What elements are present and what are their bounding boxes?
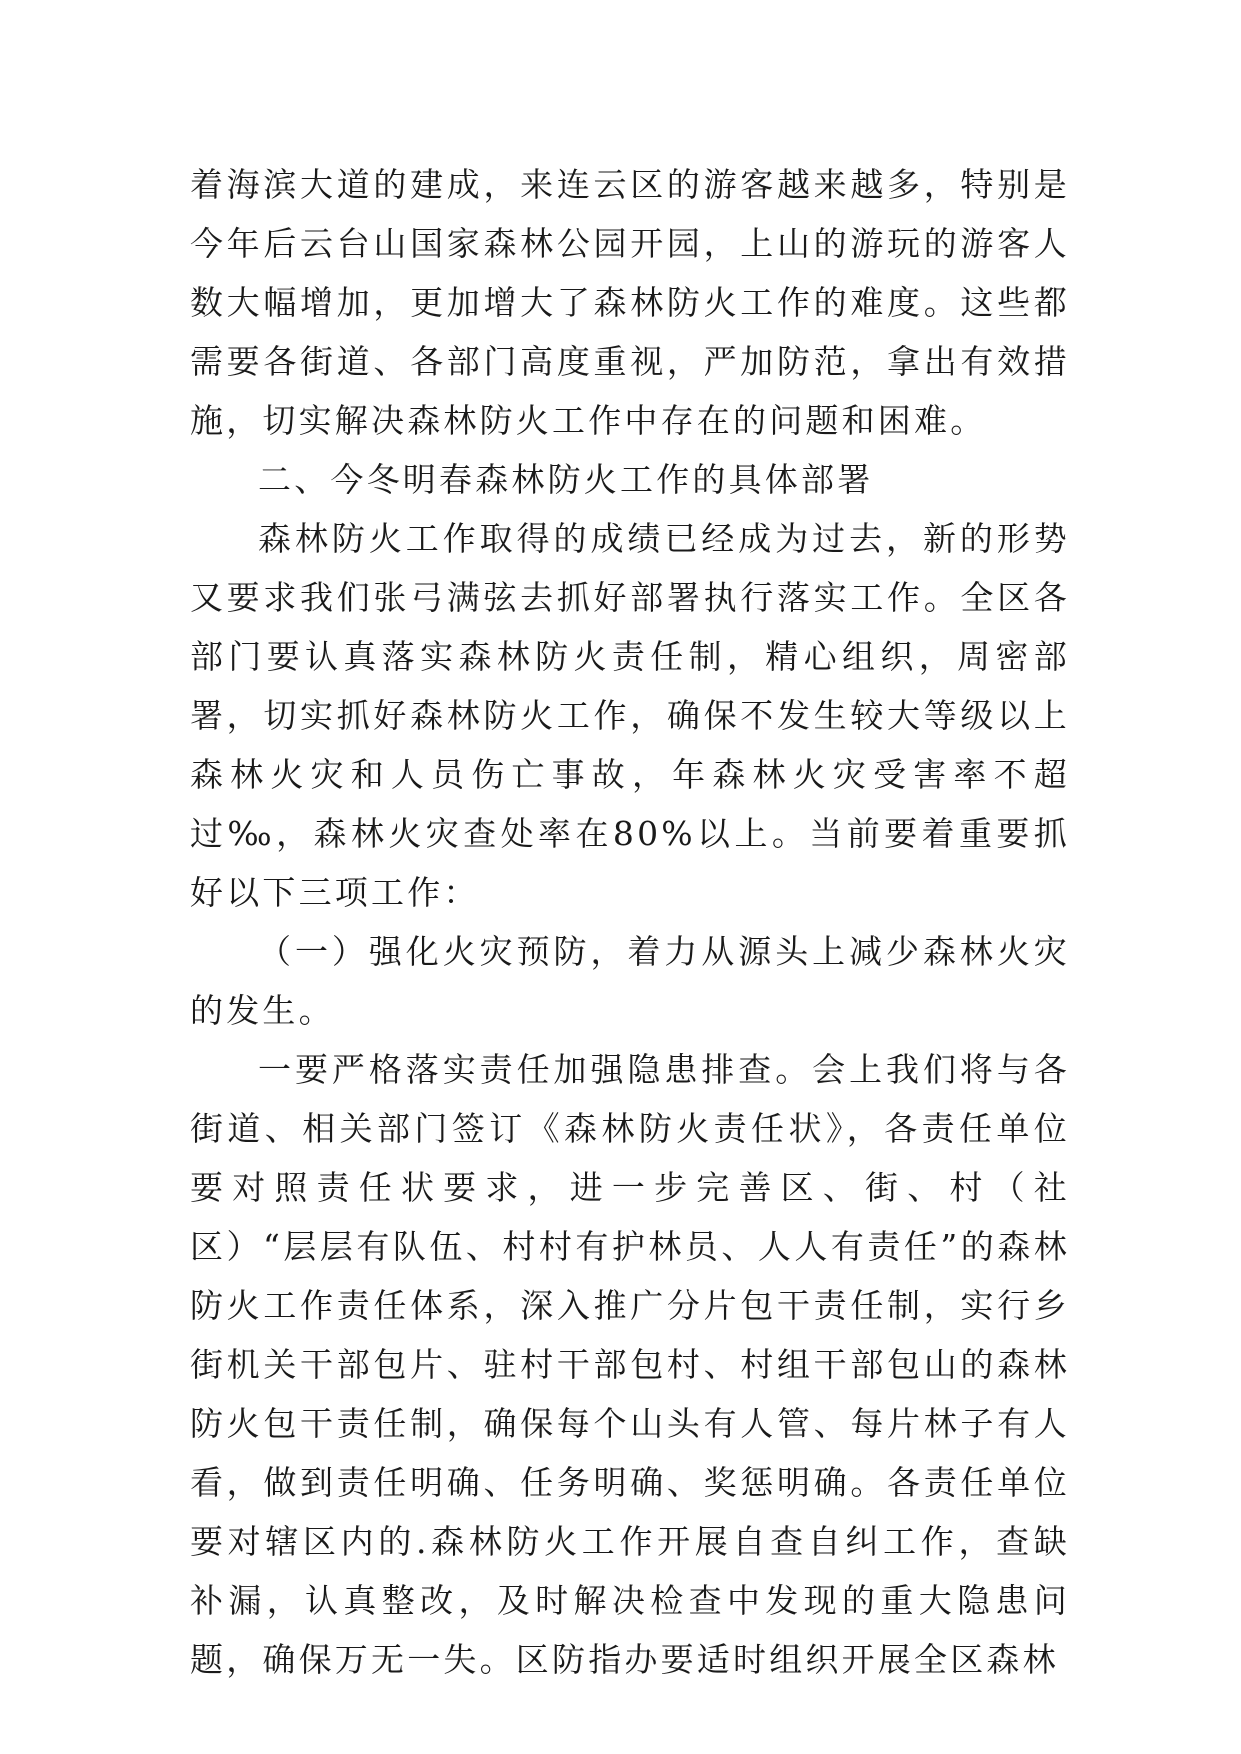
section-heading: 二、今冬明春森林防火工作的具体部署 — [258, 460, 874, 499]
subsection-heading: （一）强化火灾预防，着力从源头上减少森林火灾的发生。 — [190, 932, 1070, 1030]
paragraph-continuation: 着海滨大道的建成，来连云区的游客越来越多，特别是今年后云台山国家森林公园开园，上山的游玩的游客人数大幅增加，更加增大了森林防火工作的难度。这些都需要各街道、各部门高度重视，严加防范，拿出有效措施，切实解决森林防火工作中存在的问题和困难。 — [190, 165, 1070, 440]
paragraph-body: 一要严格落实责任加强隐患排查。会上我们将与各街道、相关部门签订《森林防火责任状》，各责任单位要对照责任状要求，进一步完善区、街、村（社区）“层层有队伍、村村有护林员、人人有责任”的森林防火工作责任体系，深入推广分片包干责任制，实行乡街机关干部包片、驻村干部包村、村组干部包山的森林防火包干责任制，确保每个山头有人管、每片林子有人看，做到责任明确、任务明确、奖惩明确。各责任单位要对辖区内的.森林防火工作开展自查自纠工作，查缺补漏，认真整改，及时解决检查中发现的重大隐患问题，确保万无一失。区防指办要适时组织开展全区森林 — [190, 1050, 1070, 1679]
document-body — [190, 155, 1070, 1689]
paragraph-body: 森林防火工作取得的成绩已经成为过去，新的形势又要求我们张弓满弦去抓好部署执行落实工作。全区各部门要认真落实森林防火责任制，精心组织，周密部署，切实抓好森林防火工作，确保不发生较大等级以上森林火灾和人员伤亡事故，年森林火灾受害率不超过‰，森林火灾查处率在80%以上。当前要着重要抓好以下三项工作： — [190, 519, 1070, 912]
